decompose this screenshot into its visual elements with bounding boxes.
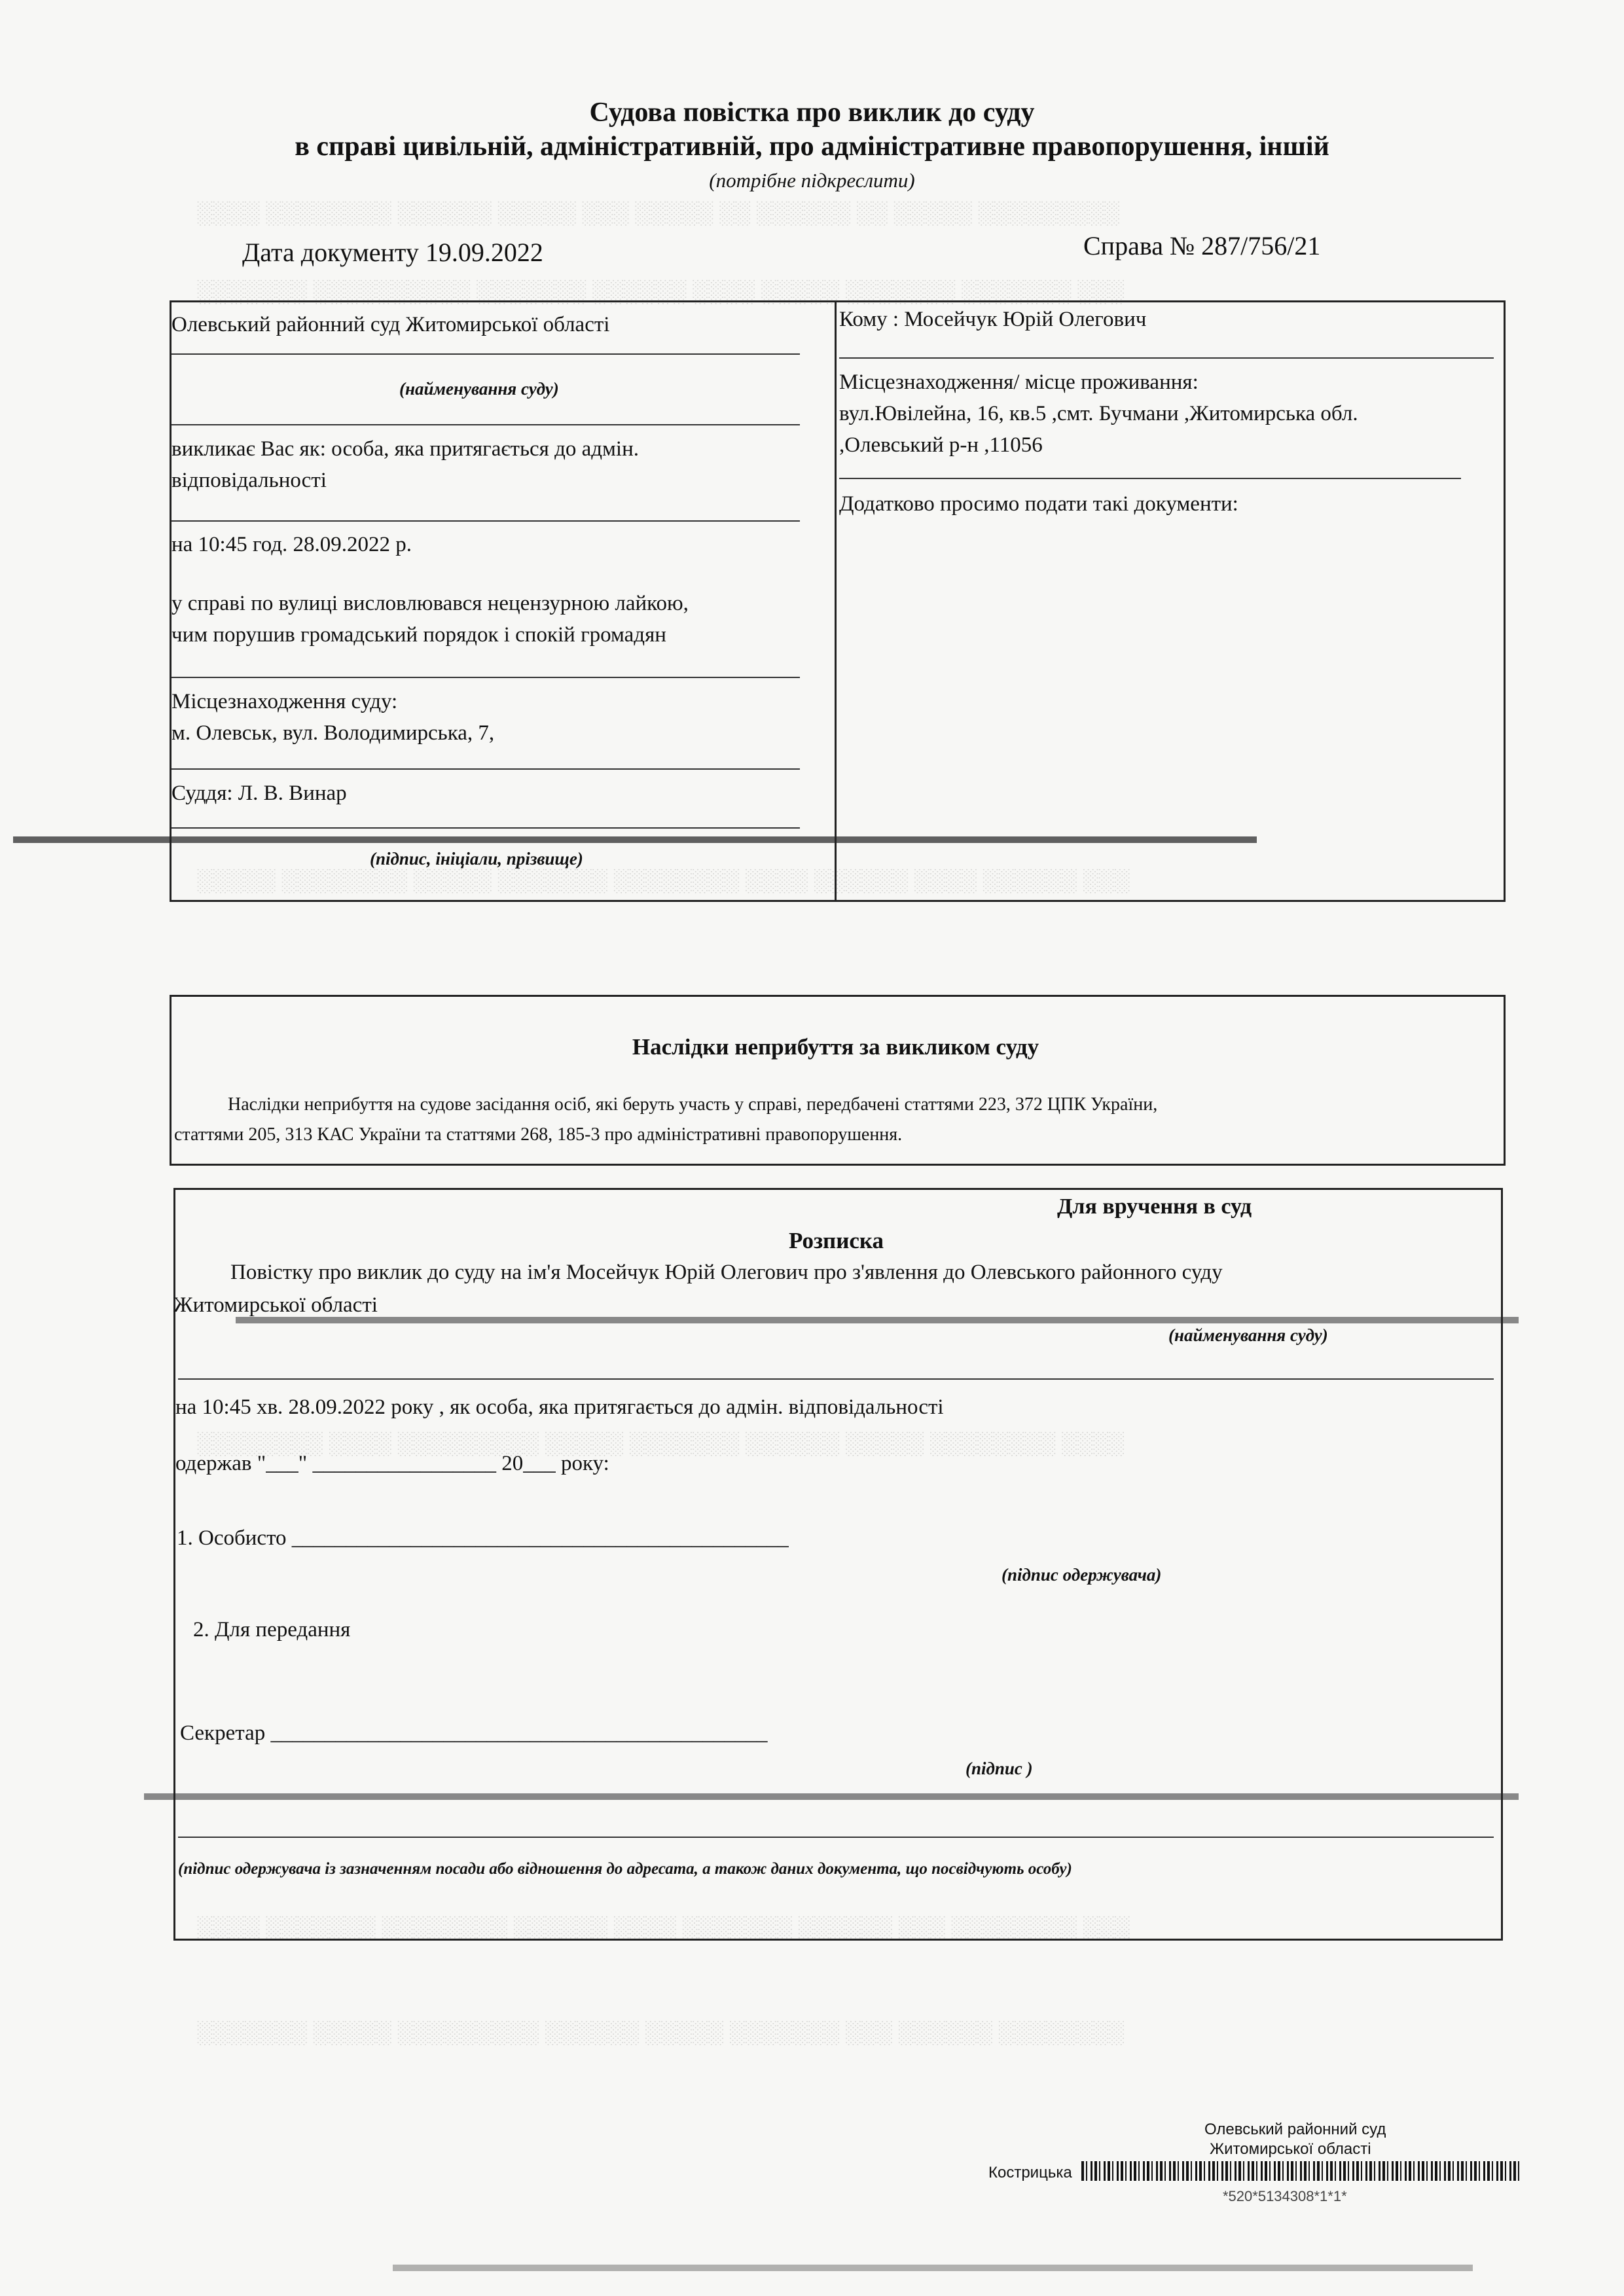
scan-streak (393, 2265, 1473, 2271)
document-date: Дата документу 19.09.2022 (242, 238, 543, 267)
summons-divider (835, 300, 837, 900)
received-date-line: одержав "___" _________________ 20___ року: (175, 1452, 609, 1475)
consequences-text-cont: статтями 205, 313 КАС України та статтями 268, 185-3 про адміністративні правопорушення. (174, 1124, 903, 1145)
barcode (1081, 2161, 1521, 2181)
court-location-label: Місцезнаходження суду: (171, 690, 398, 713)
recipient-name: Кому : Мосейчук Юрій Олегович (839, 308, 1147, 331)
bleed-through-text: ░░░░░░░░ ░░░░ ░░░░░░░░░ ░░░░░ ░░░░░░░ ░░░░░░ ░░░░░ ░░░░░░░░ ░░░░ (196, 1431, 1124, 1456)
divider (171, 353, 800, 355)
case-description-cont: чим порушив громадський порядок і спокій громадян (171, 623, 666, 647)
bleed-through-text: ░░░░░░░ ░░░░░ ░░░░░░░░░ ░░░░░░ ░░░░░ ░░░░░░░ ░░░ ░░░░░░ ░░░░░░░░ (196, 2020, 1124, 2045)
divider (839, 357, 1494, 359)
clerk-name: Кострицька (988, 2164, 1072, 2181)
bleed-through-text: ░░░░ ░░░░░░░ ░░░░░░░░ ░░░░░░ ░░░░ ░░░░░░░ ░░░░░░ ░░░ ░░░░░░░░ ░░░ (196, 1916, 1130, 1940)
case-description: у справі по вулиці висловлювався нецензурною лайкою, (171, 592, 689, 615)
barcode-number: *520*5134308*1*1* (1223, 2188, 1347, 2204)
receipt-time-line: на 10:45 хв. 28.09.2022 року , як особа, яка притягається до адмін. відповідальності (175, 1395, 944, 1419)
hearing-time: на 10:45 год. 28.09.2022 р. (171, 533, 412, 556)
divider (171, 520, 800, 522)
title-note: (потрібне підкреслити) (709, 169, 915, 192)
summoned-as-cont: відповідальності (171, 469, 327, 492)
court-name: Олевський районний суд Житомирської області (171, 313, 610, 336)
consequences-title: Наслідки неприбуття за викликом суду (632, 1034, 1039, 1060)
consequences-text: Наслідки неприбуття на судове засідання осіб, які беруть участь у справі, передбачені статтями 223, 372 ЦПК України, (228, 1094, 1158, 1115)
secretary-signature-caption: (підпис ) (965, 1759, 1033, 1778)
receipt-footer-caption: (підпис одержувача із зазначенням посади або відношення до адресата, а також даних документа, що посвідчують особу) (178, 1860, 1072, 1878)
stamp-court-region: Житомирської області (1210, 2140, 1371, 2158)
divider (178, 1378, 1494, 1380)
divider (171, 768, 800, 770)
document-title-line2: в справі цивільній, адміністративній, про адміністративне правопорушення, іншій (295, 132, 1329, 162)
divider (178, 1837, 1494, 1838)
receipt-court-name: Житомирської області (173, 1293, 378, 1317)
court-location: м. Олевськ, вул. Володимирська, 7, (171, 721, 495, 745)
recipient-signature-caption: (підпис одержувача) (1001, 1565, 1162, 1585)
recipient-address-cont: ,Олевський р-н ,11056 (839, 433, 1043, 457)
bleed-through-text: ░░░░░ ░░░░░░░░ ░░░░░ ░░░░░░░ ░░░░░░░░ ░░░░ ░░░░░░ ░░░░ ░░░░░░ ░░░ (196, 869, 1130, 893)
divider (171, 827, 800, 829)
bleed-through-text: ░░░░ ░░░░░░░░ ░░░░░░ ░░░░░ ░░░ ░░░░░ ░░ ░░░░░░ ░░ ░░░░░ ░░░░░░░░░ (196, 201, 1119, 225)
document-title: Судова повістка про виклик до суду (589, 98, 1035, 128)
personally-signature-line: 1. Особисто ______________________________________________ (177, 1526, 789, 1550)
receipt-court-caption: (найменування суду) (1168, 1325, 1328, 1345)
for-transfer-label: 2. Для передання (193, 1618, 351, 1641)
divider (171, 424, 800, 425)
judge-caption: (підпис, ініціали, прізвище) (370, 849, 583, 869)
stamp-court-name: Олевський районний суд (1204, 2121, 1386, 2138)
receipt-summons-line: Повістку про виклик до суду на ім'я Мосейчук Юрій Олегович про з'явлення до Олевського районного суду (230, 1261, 1223, 1284)
case-number: Справа № 287/756/21 (1083, 231, 1321, 260)
secretary-signature-line: Секретар ______________________________________________ (180, 1721, 768, 1745)
recipient-address: вул.Ювілейна, 16, кв.5 ,смт. Бучмани ,Житомирська обл. (839, 402, 1358, 425)
for-court-label: Для вручення в суд (1057, 1194, 1252, 1219)
divider (171, 677, 800, 678)
court-caption: (найменування суду) (399, 379, 559, 399)
judge-name: Суддя: Л. В. Винар (171, 781, 347, 805)
divider (839, 478, 1461, 479)
receipt-title: Розписка (788, 1228, 884, 1253)
documents-request: Додатково просимо подати такі документи: (839, 492, 1238, 516)
summoned-as: викликає Вас як: особа, яка притягається до адмін. (171, 437, 640, 461)
recipient-address-label: Місцезнаходження/ місце проживання: (839, 370, 1199, 394)
bleed-through-text: ░░░░░░░ ░░░░░░░░░░ ░░░░░░░ ░░░░░░ ░░░░ ░░░░░ ░░░░░░░ ░░░░░░░ ░░░ (196, 279, 1124, 304)
